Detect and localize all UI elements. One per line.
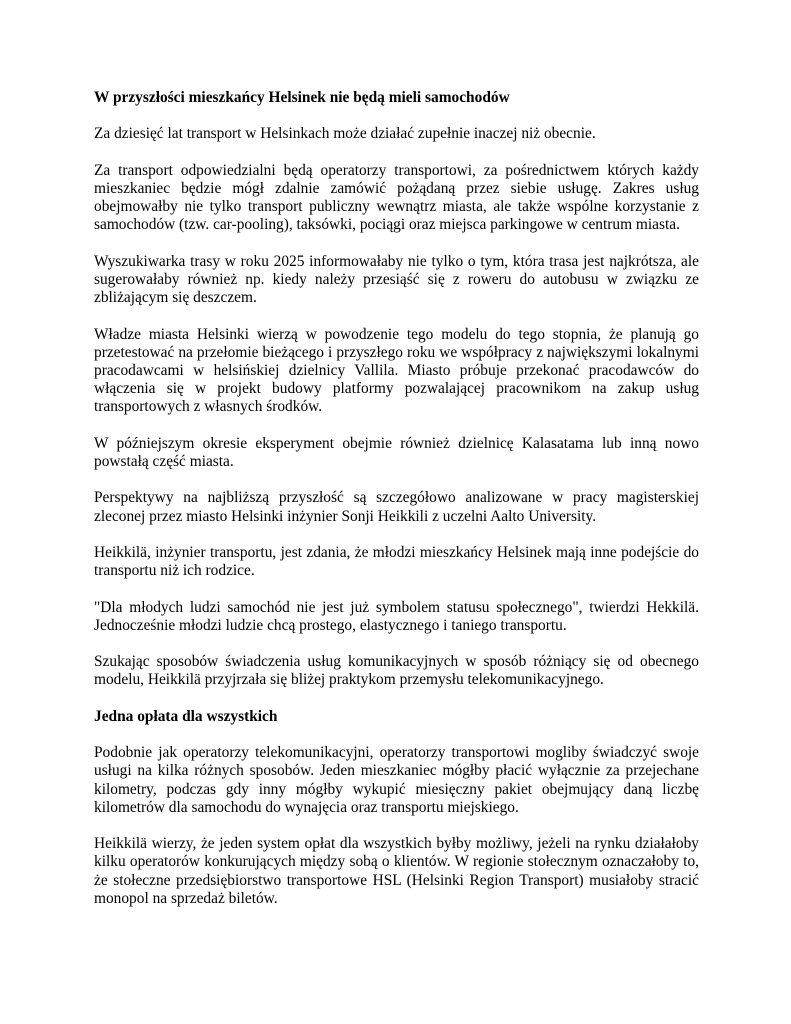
paragraph-quote: "Dla młodych ludzi samochód nie jest już symbolem statusu społecznego", twierdzi Hekkilä. Jednocześnie młodzi ludzie chcą prostego, elastycznego i taniego transportu. bbox=[94, 598, 699, 634]
paragraph-heikkila-opinion: Heikkilä, inżynier transportu, jest zdania, że młodzi mieszkańcy Helsinek mają inne podejście do transportu niż ich rodzice. bbox=[94, 543, 699, 580]
paragraph-operators: Za transport odpowiedzialni będą operatorzy transportowi, za pośrednictwem których każdy mieszkaniec będzie mógł zdalnie zamówić pożądaną przez siebie usługę. Zakres usług obejmowałby nie tylko transport publiczny wewnątrz miasta, ale także wspólne korzystanie z samochodów (tzw. car-pooling), taksówki, pociągi oraz miejsca parkingowe w centrum miasta. bbox=[94, 161, 699, 234]
document-title: W przyszłości mieszkańcy Helsinek nie będą mieli samochodów bbox=[94, 89, 510, 106]
section-heading: Jedna opłata dla wszystkich bbox=[94, 707, 278, 725]
paragraph-intro: Za dziesięć lat transport w Helsinkach może działać zupełnie inaczej niż obecnie. bbox=[94, 125, 596, 143]
paragraph-telecom: Szukając sposobów świadczenia usług komunikacyjnych w sposób różniący się od obecnego modelu, Heikkilä przyjrzała się bliżej praktykom przemysłu telekomunikacyjnego. bbox=[94, 653, 699, 689]
document-body bbox=[94, 89, 699, 926]
paragraph-single-fare-system: Heikkilä wierzy, że jeden system opłat dla wszystkich byłby możliwy, jeżeli na rynku działałoby kilku operatorów konkurujących między sobą o klientów. W regionie stołecznym oznaczałoby to, że stołeczne przedsiębiorstwo transportowe HSL (Helsinki Region Transport) musiałoby stracić monopol na sprzedaż biletów. bbox=[94, 835, 699, 907]
paragraph-kalasatama: W późniejszym okresie eksperyment obejmie również dzielnicę Kalasatama lub inną nowo powstałą część miasta. bbox=[94, 434, 699, 470]
paragraph-city-pilot: Władze miasta Helsinki wierzą w powodzenie tego modelu do tego stopnia, że planują go przetestować na przełomie bieżącego i przyszłego roku we współpracy z największymi lokalnymi pracodawcami w helsińskiej dzielnicy Vallila. Miasto próbuje przekonać pracodawców do włączenia się w projekt budowy platformy pozwalającej pracownikom na zakup usług transportowych z własnych środków. bbox=[94, 325, 699, 416]
paragraph-pricing-models: Podobnie jak operatorzy telekomunikacyjni, operatorzy transportowi mogliby świadczyć swoje usługi na kilka różnych sposobów. Jeden mieszkaniec mógłby płacić wyłącznie za przejechane kilometry, podczas gdy inny mógłby wykupić miesięczny pakiet obejmujący daną liczbę kilometrów dla samochodu do wynajęcia oraz transportu miejskiego. bbox=[94, 744, 699, 816]
paragraph-thesis: Perspektywy na najbliższą przyszłość są szczegółowo analizowane w pracy magisterskiej zleconej przez miasto Helsinki inżynier Sonji Heikkili z uczelni Aalto University. bbox=[94, 489, 699, 525]
paragraph-route-search: Wyszukiwarka trasy w roku 2025 informowałaby nie tylko o tym, która trasa jest najkrótsza, ale sugerowałaby również np. kiedy należy przesiąść się z roweru do autobusu w związku ze zbliżającym się deszczem. bbox=[94, 252, 699, 307]
